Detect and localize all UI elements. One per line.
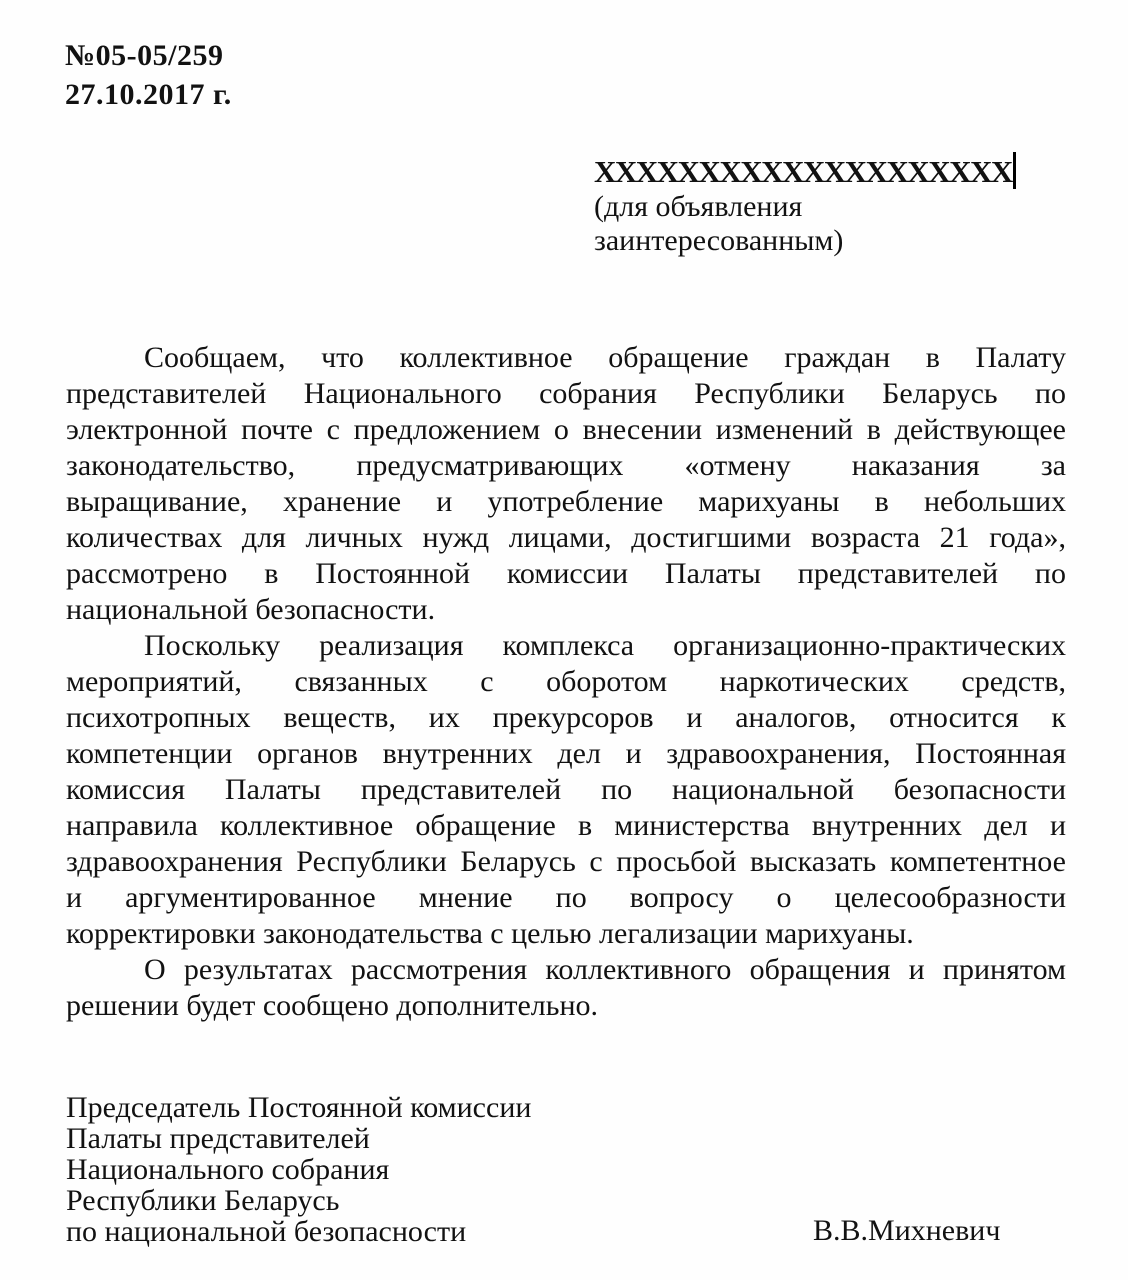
doc-date: 27.10.2017 г. [65, 78, 232, 111]
redaction-x-row: XXXXXXXXXXXXXXXXXXXX [594, 154, 1012, 189]
signature-line: Палаты представителей [66, 1122, 370, 1155]
recipient-note-line-2: заинтересованным) [594, 224, 844, 257]
letter-body [66, 340, 1066, 1024]
signatory-name: В.В.Михневич [813, 1214, 1001, 1247]
document-header [65, 36, 232, 114]
body-line: компетенции органов внутренних дел и здравоохранения, Постоянная [66, 737, 1066, 770]
signature-line: Национального собрания [66, 1153, 390, 1186]
body-line: психотропных веществ, их прекурсоров и аналогов, относится к [66, 701, 1066, 734]
body-line: законодательство, предусматривающих «отмену наказания за [66, 449, 1066, 482]
recipient-block [594, 152, 1016, 258]
doc-number: №05-05/259 [65, 39, 224, 72]
body-line: национальной безопасности. [66, 593, 436, 626]
body-line: и аргументированное мнение по вопросу о целесообразности [66, 881, 1066, 914]
signature-line: Республики Беларусь [66, 1184, 340, 1217]
signature-block [66, 1092, 531, 1247]
signature-line: по национальной безопасности [66, 1215, 467, 1248]
body-line: электронной почте с предложением о внесении изменений в действующее [66, 413, 1066, 446]
body-line: выращивание, хранение и употребление марихуаны в небольших [66, 485, 1066, 518]
body-line: представителей Национального собрания Республики Беларусь по [66, 377, 1066, 410]
body-line: Сообщаем, что коллективное обращение граждан в Палату [144, 341, 1066, 374]
body-line: здравоохранения Республики Беларусь с просьбой высказать компетентное [66, 845, 1066, 878]
body-line: направила коллективное обращение в министерства внутренних дел и [66, 809, 1066, 842]
body-line: решении будет сообщено дополнительно. [66, 989, 599, 1022]
body-line: количествах для личных нужд лицами, достигшими возраста 21 года», [66, 521, 1066, 554]
text-cursor [1013, 152, 1016, 189]
body-line: корректировки законодательства с целью легализации марихуаны. [66, 917, 914, 950]
recipient-note-line-1: (для объявления [594, 190, 803, 223]
body-line: рассмотрено в Постоянной комиссии Палаты представителей по [66, 557, 1066, 590]
body-line: Поскольку реализация комплекса организационно-практических [144, 629, 1066, 662]
redacted-recipient-line [594, 152, 1016, 190]
signature-line: Председатель Постоянной комиссии [66, 1091, 532, 1124]
body-line: О результатах рассмотрения коллективного обращения и принятом [144, 953, 1066, 986]
body-line: комиссия Палаты представителей по национальной безопасности [66, 773, 1066, 806]
body-line: мероприятий, связанных с оборотом наркотических средств, [66, 665, 1066, 698]
